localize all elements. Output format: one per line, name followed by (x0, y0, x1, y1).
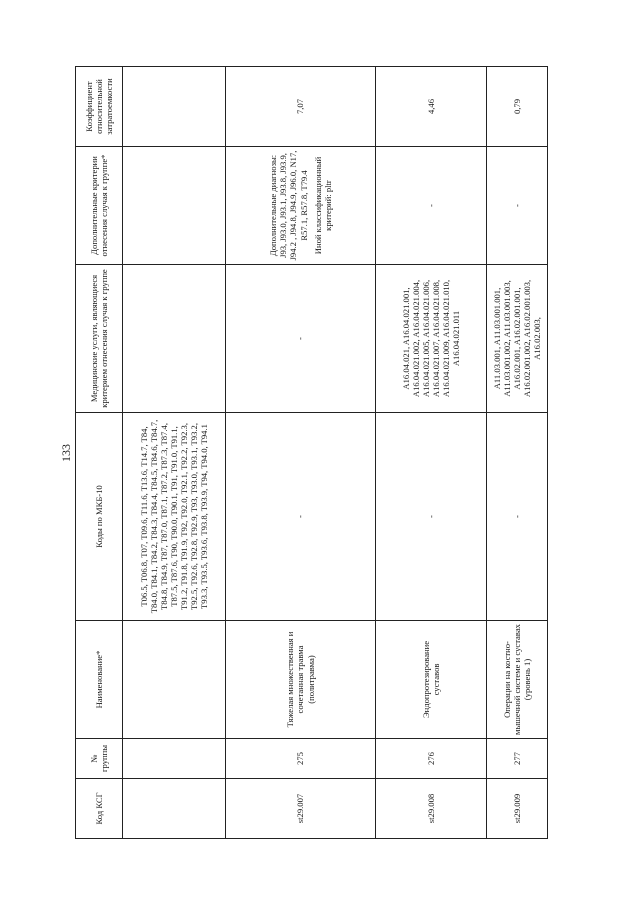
cell-name: Эндопротезирование суставов (376, 621, 487, 739)
cell-additional-criteria (123, 147, 226, 265)
cell-mkb-codes: T06.5, T06.8, T07, T09.6, T11.6, T13.6, T14.7, T84, T84.0, T84.1, T84.2, T84.3, T84.4, T84.5, T84.6, T84.7, T84.8, T84.9, T87, T87.0, T87.1, T87.2, T87.3, T87.4, T87.5, T87.6, T90, T90.0, T90.1, T91, T91.0, T91.1, T91.2, T91.8, T91.9, T92, T92.0, T92.1, T92.2, T92.3, T92.5, T92.6, T92.8, T92.9, T93, T93.0, T93.1, T93.2, T93.3, T93.5, T93.6, T93.8, T93.9, T94, T94.0, T94.1 (123, 413, 226, 621)
cell-additional-criteria: - (376, 147, 487, 265)
table-row (226, 67, 376, 839)
cell-coefficient: 7,07 (226, 67, 376, 147)
cell-medical-services: - (226, 265, 376, 413)
header-mkb-codes: Коды по МКБ-10 (76, 413, 123, 621)
table-header-row (76, 67, 123, 839)
table-row (376, 67, 487, 839)
criteria-classification: Иной классификационный критерий: pltr (312, 156, 333, 255)
header-name: Наименование* (76, 621, 123, 739)
header-code: Код КСГ (76, 779, 123, 839)
ksg-table (75, 66, 548, 839)
cell-medical-services (123, 265, 226, 413)
cell-group-number: 275 (226, 739, 376, 779)
criteria-diagnoses: Дополнительные диагнозы: J93, J93.0, J93.1, J93.8, J93.9, J94.2 , J94.8, J94.9, J96.0, N17, R57.1, R57.8, T79.4 (268, 150, 309, 261)
cell-additional-criteria: - (487, 147, 548, 265)
rotated-table-container (75, 67, 543, 839)
cell-mkb-codes: - (376, 413, 487, 621)
cell-mkb-codes: - (226, 413, 376, 621)
cell-coefficient: 4,46 (376, 67, 487, 147)
cell-code: st29.008 (376, 779, 487, 839)
cell-coefficient (123, 67, 226, 147)
header-additional-criteria: Дополнительные критерии отнесения случая к группе* (76, 147, 123, 265)
cell-code (123, 779, 226, 839)
table-row (487, 67, 548, 839)
cell-additional-criteria (226, 147, 376, 265)
cell-medical-services: A11.03.001, A11.03.001.001, A11.03.001.002, A11.03.001.003, A16.02.001, A16.02.001.001, A16.02.001.002, A16.02.001.003, A16.02.003, (487, 265, 548, 413)
page-number: 133 (59, 444, 73, 462)
cell-medical-services: A16.04.021, A16.04.021.001, A16.04.021.002, A16.04.021.004, A16.04.021.005, A16.04.021.006, A16.04.021.007, A16.04.021.008, A16.04.021.009, A16.04.021.010, A16.04.021.011 (376, 265, 487, 413)
cell-group-number: 277 (487, 739, 548, 779)
cell-code: st29.009 (487, 779, 548, 839)
table-row-carry-over (123, 67, 226, 839)
cell-group-number (123, 739, 226, 779)
cell-name: Тяжелая множественная и сочетанная травма (политравма) (226, 621, 376, 739)
cell-group-number: 276 (376, 739, 487, 779)
cell-coefficient: 0,79 (487, 67, 548, 147)
cell-name (123, 621, 226, 739)
header-group-number: № группы (76, 739, 123, 779)
cell-name: Операции на костно-мышечной системе и суставах (уровень 1) (487, 621, 548, 739)
cell-code: st29.007 (226, 779, 376, 839)
cell-mkb-codes: - (487, 413, 548, 621)
header-medical-services: Медицинские услуги, являющиеся критерием отнесения случая к группе (76, 265, 123, 413)
header-coefficient: Коэффициент относительной затратоемкости (76, 67, 123, 147)
